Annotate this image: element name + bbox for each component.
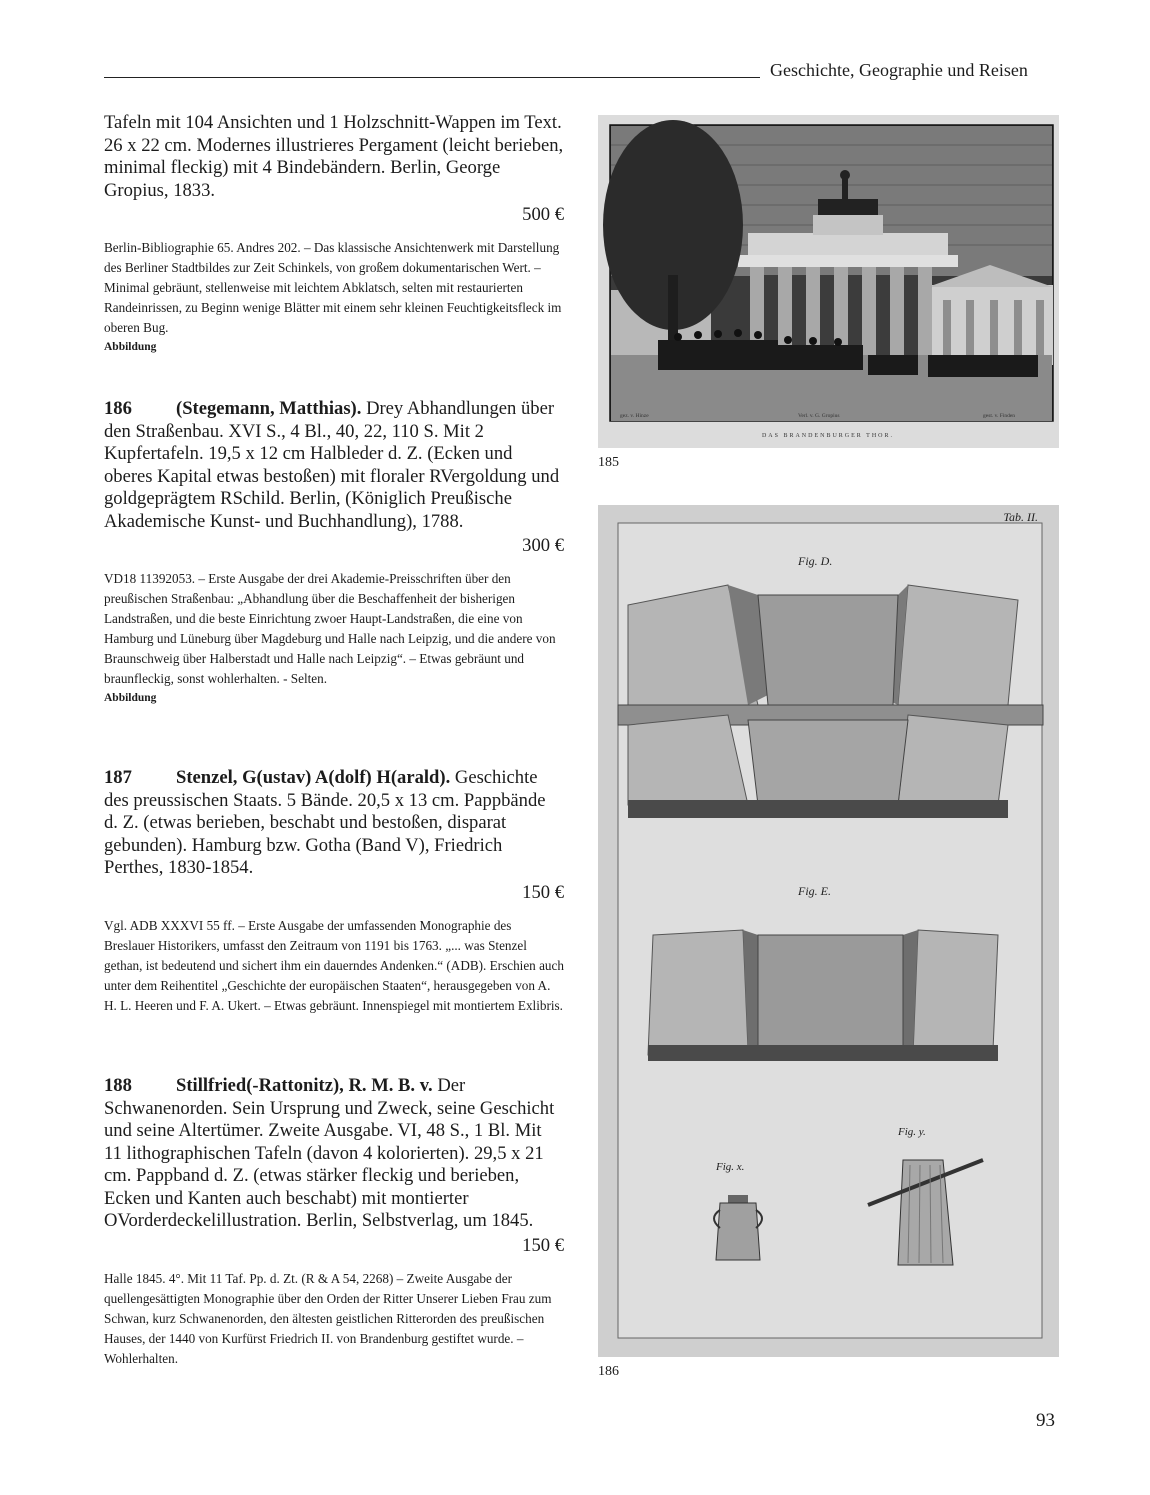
brandenburg-gate-illustration — [598, 115, 1059, 448]
entry-185-price: 500 € — [522, 204, 564, 225]
entry-185 — [104, 112, 564, 357]
entry-188 — [104, 1075, 564, 1369]
figure-186-caption: 186 — [598, 1364, 619, 1379]
entry-185-abbildung: Abbildung — [104, 341, 157, 353]
section-title: Geschichte, Geographie und Reisen — [770, 60, 1028, 80]
entry-187-text: Geschichte des preussischen Staats. 5 Bände. 20,5 x 13 cm. Pappbände d. Z. (etwas berieben, beschabt und bestoßen, disparat gebunden). Hamburg bzw. Gotha (Band V), Friedrich Perthes, 1830-1854. — [104, 767, 546, 878]
entry-186-note: VD18 11392053. – Erste Ausgabe der drei Akademie-Preisschriften über den preußischen Straßenbau: „Abhandlung über die Beschaffenheit der bisherigen Landstraßen, und die beste Einrichtung zwoer Haupt-Landstraßen, die eine von Hamburg und Lüneburg über Magdeburg und Halle nach Leipzig, und die andere von Braunschweig über Halberstadt und Halle nach Leipzig“. – Etwas gebräunt und braunfleckig, sonst wohlerhalten. - Selten. — [104, 571, 556, 686]
entry-186-author: (Stegemann, Matthias). — [176, 398, 362, 419]
fig-e-road-section — [648, 930, 998, 1061]
fig-d-label: Fig. D. — [798, 554, 833, 568]
figure-185-brandenburg-gate-engraving — [598, 115, 1059, 448]
entry-186-price: 300 € — [522, 535, 564, 556]
fig-d-road-section — [618, 585, 1043, 818]
plate-title: DAS BRANDENBURGER THOR. — [761, 433, 895, 439]
plate-credit-center: Verl. v. G. Gropius — [798, 413, 840, 419]
entry-187 — [104, 767, 564, 1016]
page-number: 93 — [1036, 1410, 1055, 1431]
entry-187-note: Vgl. ADB XXXVI 55 ff. – Erste Ausgabe der umfassenden Monographie des Breslauer Historikers, umfasst den Zeitraum von 1191 bis 1763. „... was Stenzel gethan, ist bedeutend und sichert ihm ein dauerndes Andenken.“ (ADB). Erschien auch unter dem Reihentitel „Geschichte der europäischen Staaten“, herausgegeben von A. H. L. Heeren und F. A. Ukert. – Etwas gebräunt. Innenspiegel mit montiertem Exlibris. — [104, 917, 564, 1013]
entry-188-author: Stillfried(-Rattonitz), R. M. B. v. — [176, 1075, 433, 1096]
lot-number: 188 — [104, 1075, 132, 1096]
entry-186-abbildung: Abbildung — [104, 692, 157, 704]
fig-y-label: Fig. y. — [898, 1126, 926, 1138]
entry-187-author: Stenzel, G(ustav) A(dolf) H(arald). — [176, 767, 451, 788]
entry-188-note: Halle 1845. 4°. Mit 11 Taf. Pp. d. Zt. (R & A 54, 2268) – Zweite Ausgabe der quellengesättigten Monographie über den Orden der Ritter Unserer Lieben Frau zum Schwan, kurz Schwanenorden, den ältesten geistlichen Ritterorden des preußischen Hauses, der 1440 von Kurfürst Friedrich II. von Brandenburg gestiftet wurde. – Wohlerhalten. — [104, 1270, 552, 1366]
entry-187-title — [104, 767, 564, 880]
header-rule — [104, 77, 760, 78]
entry-188-text: Der Schwanenorden. Sein Ursprung und Zweck, seine Geschicht und seine Altertümer. Zweite Ausgabe. VI, 48 S., 1 Bl. Mit 11 lithographischen Tafeln (davon 4 kolorierten). 29,5 x 21 cm. Pappband d. Z. (etwas stärker fleckig und berieben, Ecken und Kanten auch beschabt) mit montierter OVorderdeckelillustration. Berlin, Selbstverlag, um 1845. — [104, 1075, 555, 1231]
lot-number: 187 — [104, 767, 132, 788]
entry-186-text: Drey Abhandlungen über den Straßenbau. XVI S., 4 Bl., 40, 22, 110 S. Mit 2 Kupfertafeln. 19,5 x 12 cm Halbleder d. Z. (Ecken und oberes Kapital etwas bestoßen) mit floraler RVergoldung und goldgeprägtem RSchild. Berlin, (Königlich Preußische Akademische Kunst- und Buchhandlung), 1788. — [104, 398, 560, 532]
entry-185-note: Berlin-Bibliographie 65. Andres 202. – Das klassische Ansichtenwerk mit Darstellung des Berliner Stadtbildes zur Zeit Schinkels, von großem dokumentarischen Wert. – Minimal gebräunt, stellenweise mit leichtem Abklatsch, selten mit restaurierten Randeinrissen, zu Beginn wenige Blätter mit einem sehr kleinen Feuchtigkeitsfleck im oberen Bug. — [104, 240, 562, 335]
entry-185-text: Tafeln mit 104 Ansichten und 1 Holzschnitt-Wappen im Text. 26 x 22 cm. Modernes illustrieres Pergament (leicht berieben, minimal fleckig) mit 4 Bindebändern. Berlin, George Gropius, 1833. — [104, 112, 564, 201]
road-construction-illustration — [598, 505, 1059, 1357]
entry-188-title — [104, 1075, 564, 1233]
fig-x-rammer — [714, 1195, 762, 1260]
lot-number: 186 — [104, 398, 132, 419]
figure-185-caption: 185 — [598, 455, 619, 470]
figure-186-road-construction-plate — [598, 505, 1059, 1357]
fig-e-label: Fig. E. — [798, 884, 831, 898]
entry-188-price: 150 € — [522, 1234, 564, 1256]
plate-credit-left: gez. v. Hinze — [620, 413, 649, 419]
entry-187-price: 150 € — [522, 881, 564, 903]
plate-tab-label: Tab. II. — [1003, 510, 1038, 524]
fig-x-label: Fig. x. — [716, 1161, 745, 1173]
entry-186 — [104, 398, 564, 708]
plate-credit-right: gest. v. Finden — [983, 413, 1016, 419]
entry-186-title — [104, 398, 564, 533]
